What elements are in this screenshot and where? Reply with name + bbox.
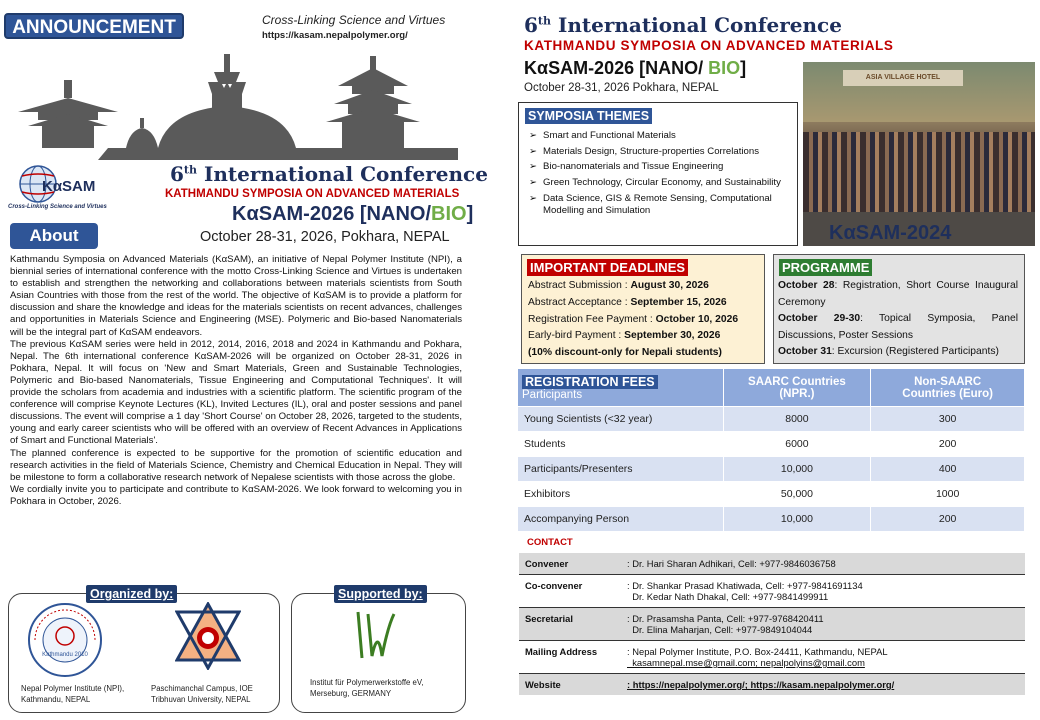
contact-heading: CONTACT	[527, 537, 573, 548]
programme-item: October 29-30: Topical Symposia, Panel Discussions, Poster Sessions	[778, 313, 1018, 341]
right-dates: October 28-31, 2026 Pokhara, NEPAL	[524, 82, 719, 94]
themes-heading: SYMPOSIA THEMES	[525, 108, 652, 124]
fees-header-participants: REGISTRATION FEES Participants	[518, 369, 724, 407]
programme-box	[773, 254, 1025, 364]
about-text	[10, 254, 462, 508]
motto: Cross-Linking Science and Virtues	[262, 13, 446, 27]
deadlines-heading: IMPORTANT DEADLINES	[527, 259, 688, 276]
contact-table	[519, 553, 1025, 695]
deadline-item: Abstract Acceptance : September 15, 2026	[528, 296, 727, 308]
fees-heading: REGISTRATION FEES	[522, 375, 658, 389]
contact-row: Secretarial : Dr. Prasamsha Panta, Cell: +977-9768420411 Dr. Elina Maharjan, Cell: +977-9849104044	[519, 608, 1025, 641]
paschimanchal-caption: Paschimanchal Campus, IOE Tribhuvan University, NEPAL	[151, 684, 253, 704]
fees-row: Young Scientists (<32 year) 8000 300	[518, 407, 1025, 432]
deadline-note: (10% discount-only for Nepali students)	[528, 347, 722, 359]
announcement-banner: ANNOUNCEMENT	[4, 13, 184, 39]
deadline-item: Early-bird Payment : September 30, 2026	[528, 330, 721, 342]
right-symposia-name: KATHMANDU SYMPOSIA ON ADVANCED MATERIALS	[524, 38, 894, 53]
right-ksam-title: KαSAM-2026 [NANO/ BIO]	[524, 58, 747, 78]
programme-heading: PROGRAMME	[779, 259, 872, 276]
fees-header-saarc: SAARC Countries (NPR.)	[723, 369, 871, 407]
logo-text: KαSAM	[42, 178, 96, 195]
deadline-item: Registration Fee Payment : October 10, 2026	[528, 313, 739, 325]
fees-row: Accompanying Person 10,000 200	[518, 507, 1025, 532]
left-conference-title: 6th International Conference	[170, 162, 488, 186]
contact-row: Convener : Dr. Hari Sharan Adhikari, Cell: +977-9846036758	[519, 553, 1025, 575]
contact-emails[interactable]: kasamnepal.mse@gmail.com; nepalpolyins@gmail.com	[627, 657, 865, 668]
about-paragraph: We cordially invite you to participate and contribute to KαSAM-2026. We look forward to welcoming you in Pokhara in October, 2026.	[10, 483, 462, 507]
fees-row: Students 6000 200	[518, 432, 1025, 457]
arrow-bullet-icon: ➢	[529, 145, 538, 157]
tribhuvan-emblem-icon	[175, 602, 241, 670]
themes-list	[529, 130, 793, 221]
contact-row: Website : https://nepalpolymer.org/; https://kasam.nepalpolymer.org/	[519, 674, 1025, 696]
ipw-caption: Institut für Polymerwerkstoffe eV, Merseburg, GERMANY	[310, 678, 424, 698]
npi-seal-icon	[27, 602, 103, 678]
supported-box	[291, 593, 466, 713]
organized-by-label: Organized by:	[86, 585, 177, 603]
programme-list	[778, 278, 1018, 361]
contact-row: Mailing Address : Nepal Polymer Institute, P.O. Box-24411, Kathmandu, NEPAL kasamnepal.mse@gmail.com; nepalpolyins@gmail.com	[519, 641, 1025, 674]
left-dates: October 28-31, 2026, Pokhara, NEPAL	[200, 229, 450, 245]
theme-item: ➢ Data Science, GIS & Remote Sensing, Computational Modelling and Simulation	[529, 192, 772, 217]
ksam-logo	[8, 162, 116, 216]
contact-row: Co-convener : Dr. Shankar Prasad Khatiwada, Cell: +977-9841691134 Dr. Kedar Nath Dhakal, Cell: +977-9841499911	[519, 575, 1025, 608]
contact-websites[interactable]: : https://nepalpolymer.org/; https://kasam.nepalpolymer.org/	[627, 679, 895, 690]
theme-item: ➢ Smart and Functional Materials	[529, 130, 676, 141]
arrow-bullet-icon: ➢	[529, 161, 538, 173]
about-paragraph: The planned conference is expected to be supportive for the promotion of scientific education and research activities in the field of Materials Science, Chemistry and Chemical Education in Nepal. They will be milestone to form a collaborative research network of Nepalese scientists with those across the globe.	[10, 447, 462, 483]
arrow-bullet-icon: ➢	[529, 192, 538, 204]
left-ksam-title: KαSAM-2026 [NANO/BIO]	[232, 203, 474, 225]
right-conference-title: 6th International Conference	[524, 13, 842, 37]
left-symposia-name: KATHMANDU SYMPOSIA ON ADVANCED MATERIALS	[165, 188, 460, 200]
arrow-bullet-icon: ➢	[529, 130, 538, 141]
header-url[interactable]: https://kasam.nepalpolymer.org/	[262, 30, 408, 41]
logo-tagline: Cross-Linking Science and Virtues	[8, 204, 107, 210]
deadlines-list	[528, 278, 760, 362]
about-paragraph: The previous KαSAM series were held in 2012, 2014, 2016, 2018 and 2024 in Kathmandu and Pokhara, Nepal. The 6th international conference KαSAM-2026 will be organized on October 28-31, 2026 in Pokhara, Nepal. It will focus on 'New and Smart Materials, Green and Sustainable Technologies, Polymeric and Bio-based Nanomaterials, Tissue Engineering and Computational Techniques'. It will provide the scholars from academia and industries with a scientific platform. The scientific program of the conference will comprise Keynote Lectures (KL), Invited Lectures (IL), oral and poster sessions and panel discussions. The event will comprise a 1 day 'Short Course' on October 28, 2026, targeted to the students, young and early career scientists who will be offered with an overview of Recent Advances in Applications of Smart and Functional Materials'.	[10, 338, 462, 447]
programme-item: October 28: Registration, Short Course Inaugural Ceremony	[778, 280, 1018, 308]
fees-table	[517, 368, 1025, 532]
theme-item: ➢ Materials Design, Structure-properties Correlations	[529, 145, 759, 157]
fees-header-nonsaarc: Non-SAARC Countries (Euro)	[871, 369, 1025, 407]
deadline-item: Abstract Submission : August 30, 2026	[528, 280, 709, 291]
programme-item: October 31: Excursion (Registered Participants)	[778, 346, 999, 358]
deadlines-box	[521, 254, 765, 364]
theme-item: ➢ Green Technology, Circular Economy, and Sustainability	[529, 177, 781, 189]
organized-box	[8, 593, 280, 713]
about-paragraph: Kathmandu Symposia on Advanced Materials (KαSAM), an initiative of Nepal Polymer Institute (NPI), a biennial series of international conference with the motto Cross-Linking Science and Virtues is undertaken to establish and strengthen the networking and collaborations between materials scientists from South Asian Countries with those from the rest of the world. The objective of KαSAM is to provide a platform for discussion and share the knowledge and ideas for the materials scientists on recent advances, challenges and opportunities in Materials Science and Engineering (MSE). Polymeric and Bio-based Nanomaterials will be the integral part of KαSAM endeavors.	[10, 254, 462, 338]
npi-seal-text: Kathmandu 2010	[42, 652, 88, 658]
fees-row: Participants/Presenters 10,000 400	[518, 457, 1025, 482]
group-photo	[803, 62, 1035, 246]
stupa-illustration	[8, 40, 460, 164]
theme-item: ➢ Bio-nanomaterials and Tissue Engineering	[529, 161, 724, 173]
hotel-sign: ASIA VILLAGE HOTEL	[843, 70, 963, 86]
themes-box	[518, 102, 798, 246]
arrow-bullet-icon: ➢	[529, 177, 538, 189]
npi-caption: Nepal Polymer Institute (NPI), Kathmandu, NEPAL	[21, 684, 125, 704]
about-heading: About	[10, 223, 98, 249]
photo-caption: KαSAM-2024	[829, 222, 952, 244]
fees-row: Exhibitors 50,000 1000	[518, 482, 1025, 507]
ipw-logo-icon	[348, 608, 408, 664]
supported-by-label: Supported by:	[334, 585, 427, 603]
